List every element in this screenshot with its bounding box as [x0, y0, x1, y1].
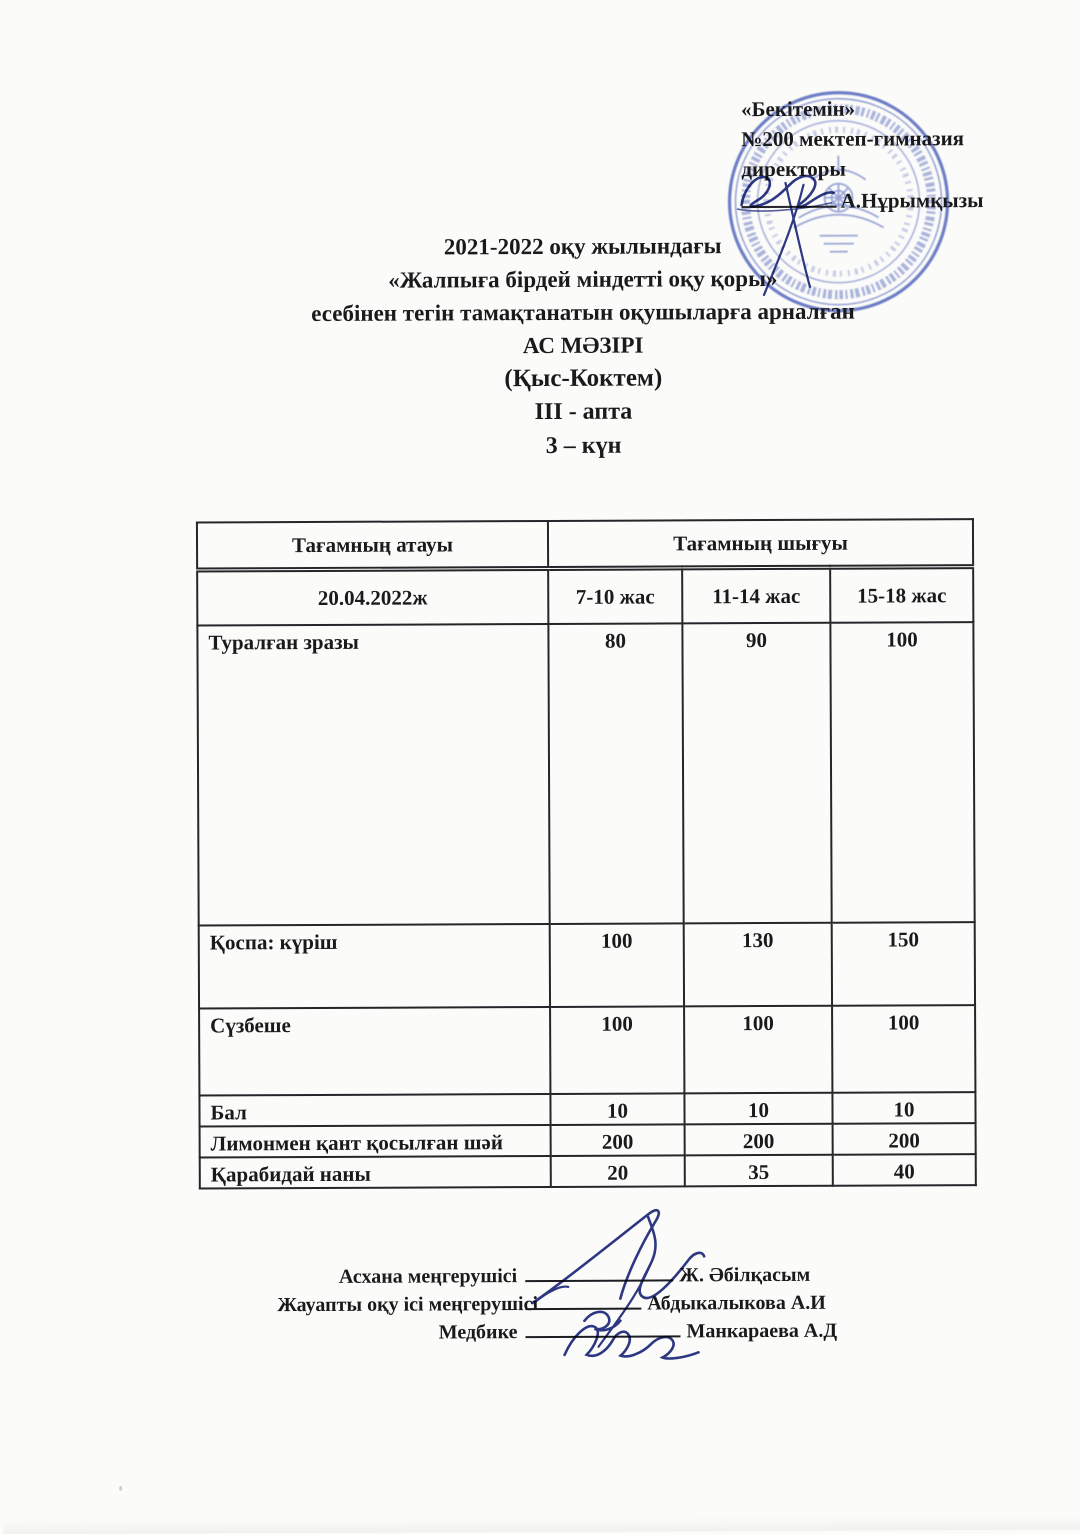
dish-column-header: Тағамның атауы: [197, 521, 548, 570]
table-row: [199, 1005, 975, 1095]
title-line-fund: «Жалпыға бірдей міндетті оқу қоры»: [88, 261, 1078, 298]
approval-line-3: директоры: [741, 153, 1041, 184]
output-column-header: Тағамның шығуы: [548, 519, 973, 568]
scan-speck: [119, 1486, 122, 1491]
portion-value-cell: 40: [833, 1154, 976, 1186]
portion-value-cell: 100: [684, 1006, 832, 1094]
signature-name: Манкараева А.Д: [686, 1320, 837, 1344]
portion-value-cell: 100: [550, 923, 684, 1007]
dish-name-cell: Бал: [199, 1094, 550, 1127]
portion-value-cell: 10: [832, 1092, 975, 1124]
portion-value-cell: 10: [550, 1093, 684, 1125]
date-cell: 20.04.2022ж: [197, 568, 548, 625]
dish-name-cell: Қарабидай наны: [200, 1156, 551, 1189]
portion-value-cell: 10: [684, 1093, 832, 1125]
title-line-menu: АС МӘЗІРІ: [88, 327, 1078, 364]
table-row: [197, 622, 974, 925]
portion-value-cell: 35: [685, 1155, 833, 1187]
table-subheader-row: [197, 567, 973, 626]
title-line-day: 3 – күн: [89, 427, 1079, 465]
dish-name-cell: Қоспа: күріш: [199, 924, 550, 1009]
portion-value-cell: 100: [830, 622, 974, 923]
table-row: [199, 922, 975, 1008]
signature-name: Абдыкалыкова А.И: [647, 1292, 826, 1316]
title-line-purpose: есебінен тегін тамақтанатын оқушыларға арналған: [88, 294, 1078, 331]
portion-value-cell: 150: [832, 922, 975, 1006]
dish-name-cell: Лимонмен қант қосылған шәй: [200, 1125, 551, 1158]
dish-name-cell: Сүзбеше: [199, 1007, 550, 1096]
title-block: [88, 228, 1079, 465]
portion-value-cell: 20: [551, 1155, 685, 1187]
table-row: [199, 1092, 975, 1126]
table-row: [200, 1154, 976, 1188]
portion-value-cell: 130: [684, 923, 832, 1007]
age-group-11-14: 11-14 жас: [682, 567, 830, 623]
title-line-year: 2021-2022 оқу жылындағы: [88, 228, 1078, 265]
signature-name: Ж. Әбілқасым: [679, 1264, 810, 1288]
approval-line-1: «Бекітемін»: [741, 93, 1041, 124]
age-group-7-10: 7-10 жас: [548, 568, 682, 624]
title-line-season: (Қыс-Коктем): [88, 360, 1078, 397]
portion-value-cell: 100: [550, 1006, 684, 1094]
table-row: [200, 1123, 976, 1157]
director-name: А.Нұрымқызы: [840, 185, 983, 216]
signature-role: Асхана меңгерушісі: [277, 1265, 517, 1289]
scan-edge-shadow: [3, 1516, 1080, 1534]
menu-table: [196, 518, 977, 1189]
signature-role: Жауапты оқу ісі меңгерушісі: [277, 1293, 517, 1317]
portion-value-cell: 200: [551, 1124, 685, 1156]
footer-handwritten-signatures-icon: [502, 1194, 783, 1375]
table-header-row: [197, 519, 973, 570]
portion-value-cell: 100: [832, 1005, 975, 1093]
portion-value-cell: 200: [833, 1123, 976, 1155]
signature-role: Медбике: [277, 1321, 517, 1345]
age-group-15-18: 15-18 жас: [830, 567, 973, 623]
title-line-week: III - апта: [88, 393, 1078, 431]
dish-name-cell: Туралған зразы: [197, 624, 549, 926]
portion-value-cell: 90: [682, 623, 831, 924]
portion-value-cell: 200: [685, 1124, 833, 1156]
portion-value-cell: 80: [548, 623, 683, 924]
approval-line-2: №200 мектеп-гимназия: [741, 123, 1041, 154]
